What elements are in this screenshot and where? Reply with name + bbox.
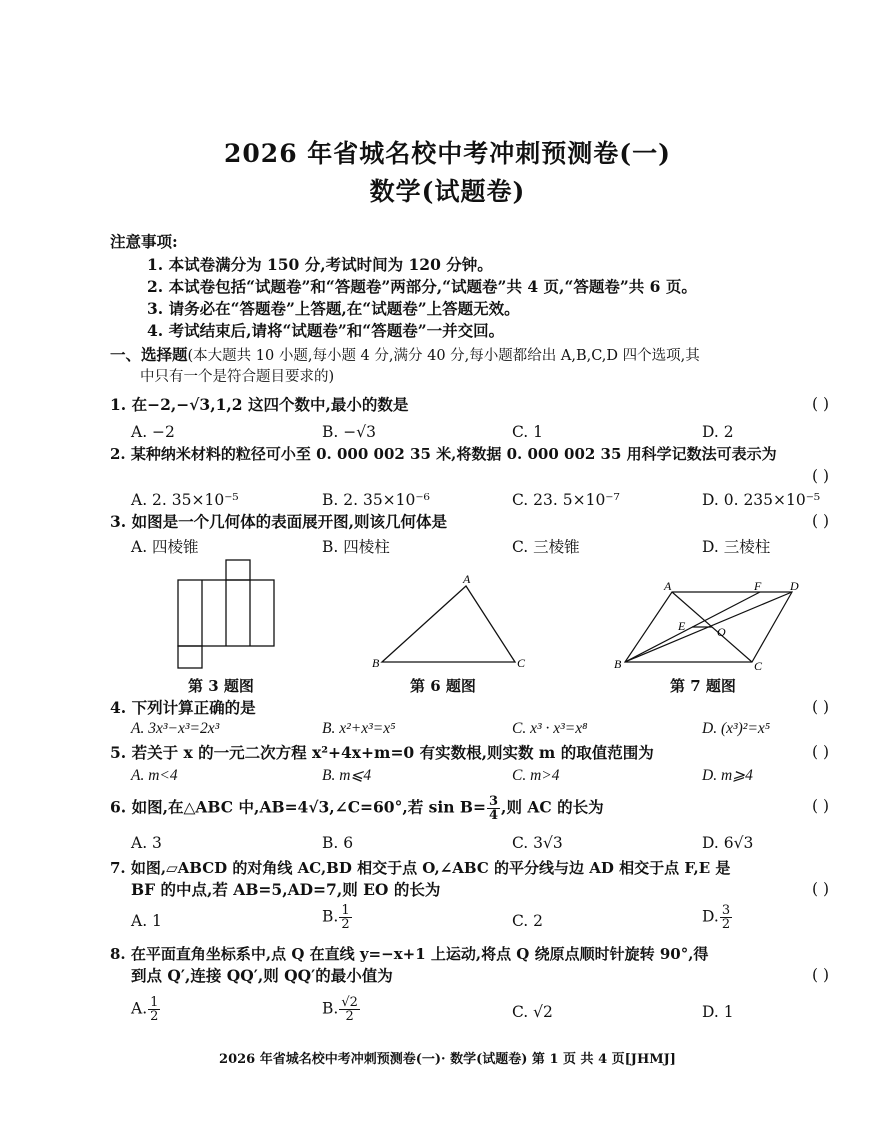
section-title: 一、选择题 [110,345,188,364]
label-f: F [754,580,762,593]
q2-answer-paren[interactable]: ( ) [812,467,830,485]
q7-answer-paren[interactable]: ( ) [812,880,830,898]
figure-3-caption: 第 3 题图 [188,677,254,695]
q7-option-b-num: 1 [341,903,350,918]
q6-stem-b: ,则 AC 的长为 [501,797,604,817]
label-e: E [678,619,686,633]
q8-answer-paren[interactable]: ( ) [812,966,830,984]
q2-option-d: D. 0. 235×10⁻⁵ [702,491,821,509]
notice-item-1: 1. 本试卷满分为 150 分,考试时间为 120 分钟。 [147,255,493,274]
q1-option-a: A. −2 [131,423,175,441]
q1-answer-paren[interactable]: ( ) [812,395,830,413]
q7-option-b-den: 2 [341,917,350,932]
q6-frac-den: 4 [489,808,499,823]
page-subtitle: 数学(试题卷) [369,177,526,206]
q8-option-d: D. 1 [702,1003,734,1021]
label-d: D [790,580,799,593]
q6-frac-num: 3 [489,794,499,809]
q8-option-a-den: 2 [150,1009,159,1024]
notice-item-3: 3. 请务必在“答题卷”上答题,在“试题卷”上答题无效。 [147,299,520,318]
page-title: 2026 年省城名校中考冲刺预测卷(一) [224,139,671,168]
q3-option-c: C. 三棱锥 [512,538,580,556]
q5-option-a: A. m<4 [131,767,178,784]
q8-option-b-frac [339,996,360,1023]
q6-stem [110,795,604,822]
notice-heading: 注意事项: [110,232,178,251]
q5-stem: 5. 若关于 x 的一元二次方程 x²+4x+m=0 有实数根,则实数 m 的取值范围为 [110,743,654,762]
q8-option-b-num: √2 [341,995,358,1010]
section-desc-1: (本大题共 10 小题,每小题 4 分,满分 40 分,每小题都给出 A,B,C,D 四个选项,其 [187,348,700,364]
q8-option-a [131,996,161,1023]
label-a: A [463,572,471,586]
label-b: B [614,657,622,671]
q6-answer-paren[interactable]: ( ) [812,797,830,815]
q8-option-b-label: B. [322,999,339,1018]
q8-option-a-label: A. [131,999,148,1018]
q1-option-d: D. 2 [702,423,734,441]
q2-stem: 2. 某种纳米材料的粒径可小至 0. 000 002 35 米,将数据 0. 000 002 35 用科学记数法可表示为 [110,445,777,463]
q6-fraction [487,795,500,822]
q7-option-d-frac [720,904,732,931]
q7-stem-2: BF 的中点,若 AB=5,AD=7,则 EO 的长为 [131,880,441,899]
q5-option-b: B. m⩽4 [322,767,372,784]
q7-option-d-den: 2 [721,917,731,932]
q7-stem-1: 7. 如图,▱ABCD 的对角线 AC,BD 相交于点 O,∠ABC 的平分线与边 AD 相交于点 F,E 是 [110,859,731,877]
page-footer: 2026 年省城名校中考冲刺预测卷(一)· 数学(试题卷) 第 1 页 共 4 页[JHMJ] [219,1052,676,1067]
q8-option-b-den: 2 [345,1009,354,1024]
q3-answer-paren[interactable]: ( ) [812,512,830,530]
q4-option-c: C. x³ · x³=x⁸ [512,720,588,737]
q2-option-c: C. 23. 5×10⁻⁷ [512,491,620,509]
q1-option-c: C. 1 [512,423,544,441]
q3-option-a: A. 四棱锥 [131,538,199,556]
q2-option-a: A. 2. 35×10⁻⁵ [131,491,239,509]
q8-option-c: C. √2 [512,1003,553,1021]
q6-option-c: C. 3√3 [512,834,563,852]
q8-stem-2: 到点 Q′,连接 QQ′,则 QQ′的最小值为 [131,966,393,985]
q5-option-d: D. m⩾4 [702,767,753,784]
figure-7-caption: 第 7 题图 [670,677,736,695]
figure-6-triangle [368,572,530,672]
q3-stem: 3. 如图是一个几何体的表面展开图,则该几何体是 [110,512,447,531]
figure-6-caption: 第 6 题图 [410,677,476,695]
figure-3-net [170,556,285,672]
q6-option-d: D. 6√3 [702,834,754,852]
q2-option-b: B. 2. 35×10⁻⁶ [322,491,430,509]
q6-option-a: A. 3 [131,834,162,852]
label-b: B [372,656,380,670]
net-bottom-face [178,646,202,668]
net-top-face [226,560,250,580]
q3-option-d: D. 三棱柱 [702,538,771,556]
q5-option-c: C. m>4 [512,767,560,784]
q8-option-a-num: 1 [150,995,159,1010]
label-o: O [717,625,726,639]
q8-option-a-frac [148,996,160,1023]
q7-option-b-label: B. [322,907,339,926]
label-c: C [754,659,763,673]
label-a: A [664,580,672,593]
section-desc-2: 中只有一个是符合题目要求的) [140,369,335,385]
q7-option-d-num: 3 [721,903,731,918]
q5-answer-paren[interactable]: ( ) [812,743,830,761]
q7-option-b [322,904,353,931]
q8-stem-1: 8. 在平面直角坐标系中,点 Q 在直线 y=−x+1 上运动,将点 Q 绕原点顺时针旋转 90°,得 [110,945,709,963]
triangle-abc [382,586,515,662]
q4-option-b: B. x²+x³=x⁵ [322,720,396,737]
q1-stem: 1. 在−2,−√3,1,2 这四个数中,最小的数是 [110,395,409,414]
q7-option-a: A. 1 [131,912,162,930]
q3-option-b: B. 四棱柱 [322,538,390,556]
q4-option-d: D. (x³)²=x⁵ [702,720,771,737]
q7-option-d [702,904,733,931]
q6-stem-a: 6. 如图,在△ABC 中,AB=4√3,∠C=60°,若 sin B= [110,797,486,817]
q8-option-b [322,996,361,1023]
q4-answer-paren[interactable]: ( ) [812,698,830,716]
q6-option-b: B. 6 [322,834,354,852]
figure-7-parallelogram [610,580,810,675]
q7-option-c: C. 2 [512,912,544,930]
q7-option-d-label: D. [702,907,719,926]
notice-item-4: 4. 考试结束后,请将“试题卷”和“答题卷”一并交回。 [147,321,505,340]
q7-option-b-frac [339,904,351,931]
label-c: C [517,656,526,670]
q1-option-b: B. −√3 [322,423,376,441]
q4-option-a: A. 3x³−x³=2x³ [131,720,220,737]
section-heading [110,345,700,366]
notice-item-2: 2. 本试卷包括“试题卷”和“答题卷”两部分,“试题卷”共 4 页,“答题卷”共 6 页。 [147,277,697,296]
q4-stem: 4. 下列计算正确的是 [110,698,256,717]
